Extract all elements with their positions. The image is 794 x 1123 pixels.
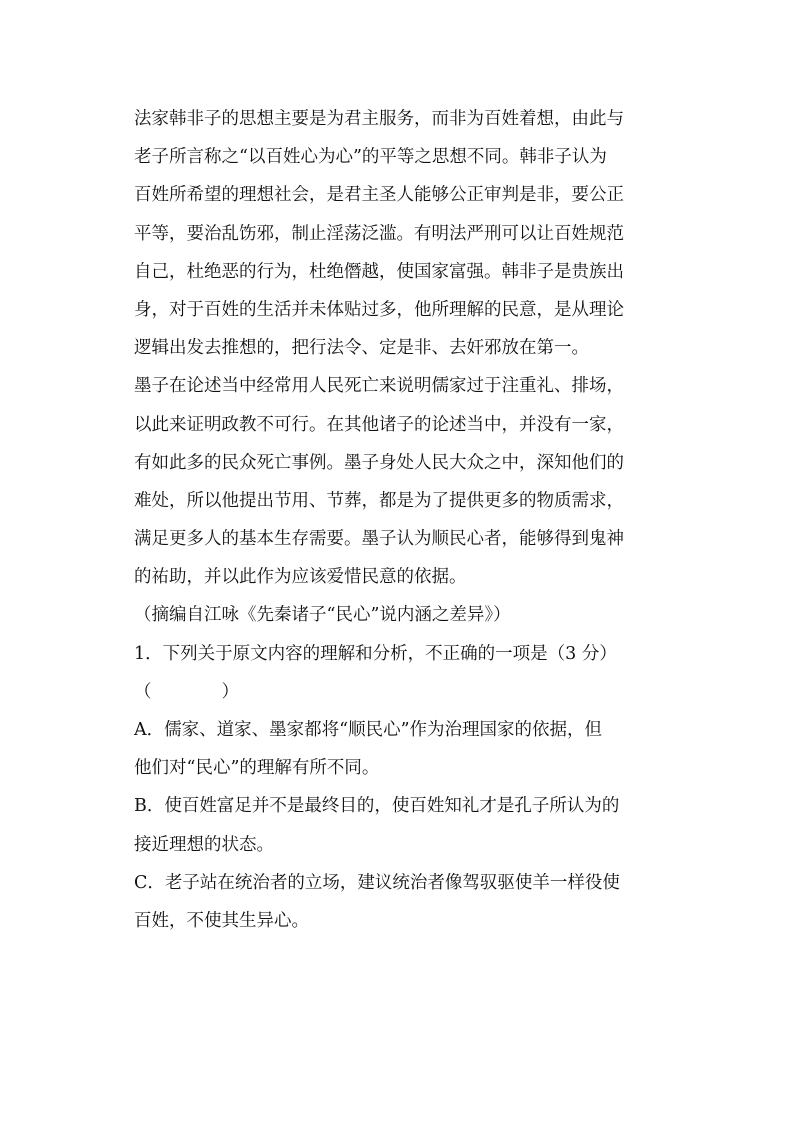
option-line: 接近理想的状态。 (134, 834, 274, 855)
text-line: 逻辑出发去推想的，把行法令、定是非、去奸邪放在第一。 (134, 338, 589, 359)
text-line: 老子所言称之“以百姓心为心”的平等之思想不同。韩非子认为 (134, 147, 607, 168)
text-line: 平等，要治乱饬邪，制止淫荡泛滥。有明法严刑可以让百姓规范 (134, 223, 624, 244)
text-line: 百姓所希望的理想社会，是君主圣人能够公正审判是非，要公正 (134, 185, 624, 206)
text-line: 难处，所以他提出节用、节葬，都是为了提供更多的物质需求， (134, 490, 624, 511)
question-stem: 1．下列关于原文内容的理解和分析，不正确的一项是（3 分） (134, 643, 617, 664)
text-line: 法家韩非子的思想主要是为君主服务，而非为百姓着想，由此与 (134, 109, 624, 129)
option-line: A．儒家、道家、墨家都将“顺民心”作为治理国家的依据，但 (134, 720, 603, 740)
option-line: C．老子站在统治者的立场，建议统治者像驾驭驱使羊一样役使 (134, 872, 620, 893)
option-line: 他们对“民心”的理解有所不同。 (134, 758, 380, 779)
text-line: 墨子在论述当中经常用人民死亡来说明儒家过于注重礼、排场， (134, 376, 624, 397)
paragraph-mozi (134, 367, 664, 596)
text-line: 的祐助，并以此作为应该爱惜民意的依据。 (134, 567, 467, 588)
paragraph-hanfeizi (134, 100, 664, 367)
option-a (134, 711, 664, 787)
option-b (134, 787, 664, 863)
question-1 (134, 635, 664, 941)
text-line: 以此来证明政教不可行。在其他诸子的论述当中，并没有一家， (134, 414, 624, 435)
option-line: B．使百姓富足并不是最终目的，使百姓知礼才是孔子所认为的 (134, 796, 620, 817)
document-body (134, 100, 664, 940)
text-line: 满足更多人的基本生存需要。墨子认为顺民心者，能够得到鬼神 (134, 529, 624, 550)
answer-blank: （ ） (134, 681, 239, 702)
source-citation: （摘编自江咏《先秦诸子“民心”说内涵之差异》） (134, 605, 511, 626)
text-line: 自己，杜绝恶的行为，杜绝僭越，使国家富强。韩非子是贵族出 (134, 261, 624, 282)
option-c (134, 864, 664, 940)
text-line: 身，对于百姓的生活并未体贴过多，他所理解的民意，是从理论 (134, 299, 624, 320)
option-line: 百姓，不使其生异心。 (134, 910, 309, 931)
text-line: 有如此多的民众死亡事例。墨子身处人民大众之中，深知他们的 (134, 452, 624, 473)
